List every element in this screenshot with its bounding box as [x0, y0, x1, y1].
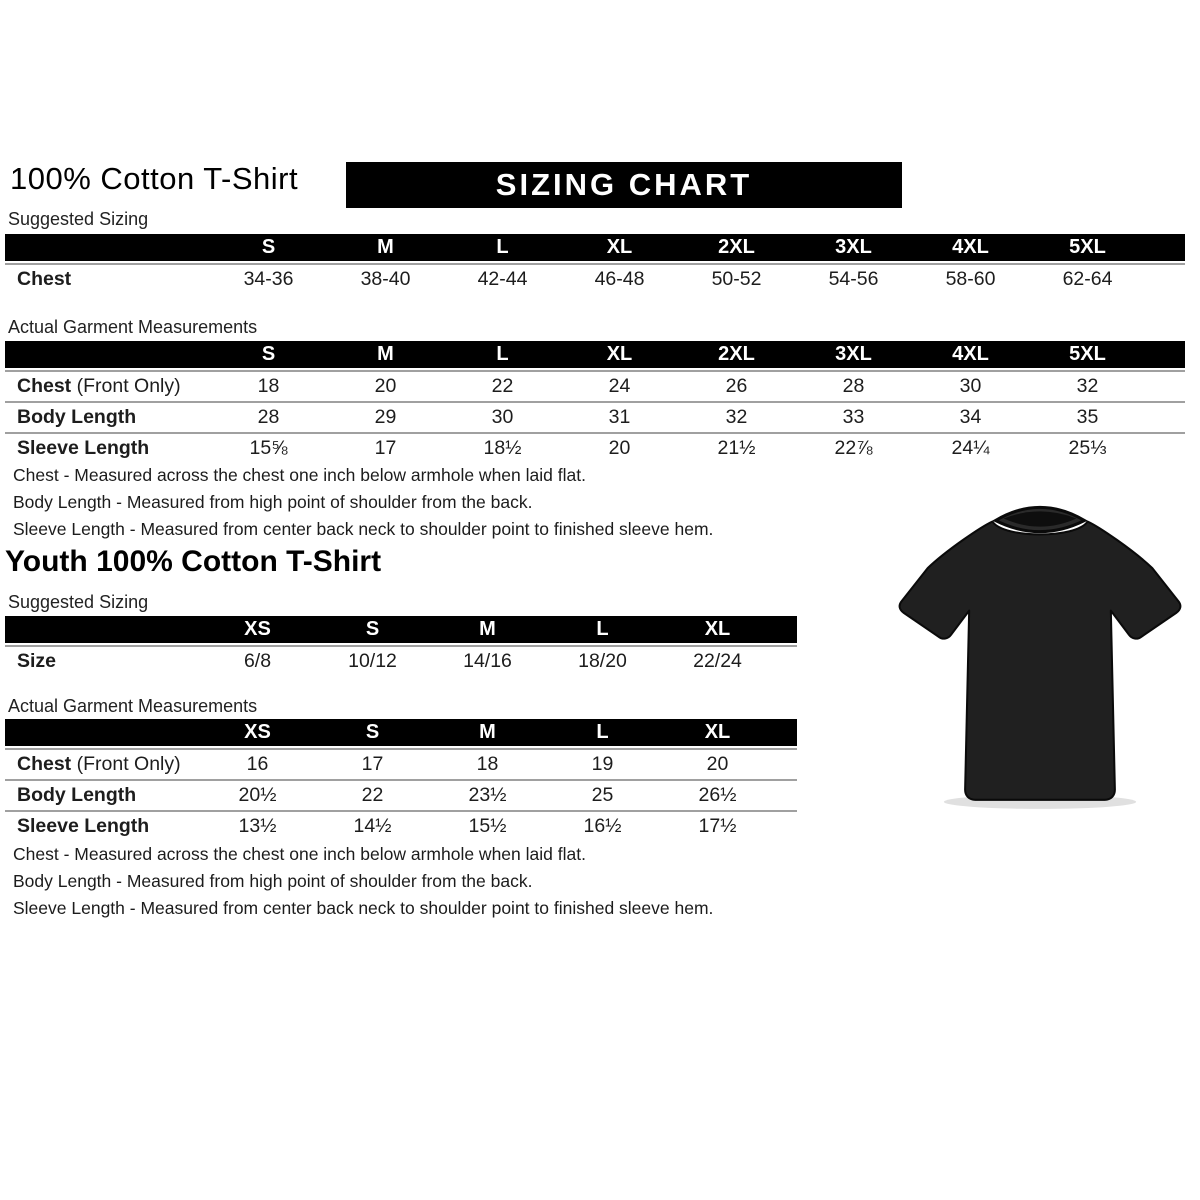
cell: 34 — [959, 406, 982, 428]
cell: 18 — [476, 753, 499, 775]
row-label: Sleeve Length — [17, 815, 150, 837]
sizing-chart-banner — [346, 162, 902, 208]
row-label: Sleeve Length — [17, 437, 150, 459]
cell: 28 — [842, 375, 865, 397]
cell: 25 — [591, 784, 614, 806]
cell: 10/12 — [348, 650, 397, 672]
size-header: S — [261, 236, 276, 258]
size-header: S — [261, 343, 276, 365]
table-row-body-length — [5, 403, 1185, 432]
table-row-chest — [5, 265, 1185, 294]
cell: 18 — [257, 375, 280, 397]
youth-suggested-header-row — [5, 616, 797, 643]
cell: 16½ — [583, 815, 622, 837]
size-header: M — [377, 236, 394, 258]
cell: 42-44 — [477, 268, 528, 290]
adult-suggested-sizing-label: Suggested Sizing — [8, 209, 149, 229]
cell: 19 — [591, 753, 614, 775]
adult-actual-measurements-label: Actual Garment Measurements — [8, 317, 258, 337]
size-header: XL — [606, 343, 633, 365]
cell: 32 — [725, 406, 748, 428]
size-header: L — [496, 343, 509, 365]
table-row-sleeve-length — [5, 812, 797, 841]
table-row-chest — [5, 372, 1185, 401]
cell: 16 — [246, 753, 269, 775]
banner-text: SIZING CHART — [495, 167, 753, 202]
cell: 24 — [608, 375, 631, 397]
size-header: XS — [244, 618, 271, 640]
adult-suggested-header-row — [5, 234, 1185, 261]
note-chest: Chest - Measured across the chest one inch below armhole when laid flat. — [13, 465, 586, 485]
cell: 20½ — [238, 784, 277, 806]
cell: 28 — [257, 406, 280, 428]
size-header: M — [377, 343, 394, 365]
cell: 6/8 — [243, 650, 272, 672]
size-header: 5XL — [1069, 343, 1106, 365]
cell: 18/20 — [578, 650, 627, 672]
size-header: XL — [704, 721, 731, 743]
note-chest: Chest - Measured across the chest one inch below armhole when laid flat. — [13, 844, 586, 864]
size-header: L — [496, 236, 509, 258]
tshirt-image — [888, 476, 1192, 816]
cell: 17 — [374, 437, 397, 459]
size-header: 3XL — [835, 236, 872, 258]
tshirt-icon — [888, 476, 1192, 816]
cell: 54-56 — [828, 268, 879, 290]
table-row-size — [5, 647, 797, 676]
adult-suggested-sizing-table — [5, 234, 1185, 294]
cell: 14/16 — [463, 650, 512, 672]
cell: 18½ — [483, 437, 522, 459]
page-title: 100% Cotton T-Shirt — [10, 161, 299, 196]
size-header: S — [365, 721, 380, 743]
cell: 23½ — [468, 784, 507, 806]
row-label: Chest — [17, 753, 72, 775]
cell: 30 — [959, 375, 982, 397]
cell: 58-60 — [945, 268, 996, 290]
cell: 34-36 — [243, 268, 294, 290]
cell: 50-52 — [711, 268, 762, 290]
cell: 15½ — [468, 815, 507, 837]
youth-suggested-sizing-label: Suggested Sizing — [8, 592, 149, 612]
size-header: XL — [704, 618, 731, 640]
cell: 26½ — [698, 784, 737, 806]
cell: 20 — [706, 753, 729, 775]
cell: 26 — [725, 375, 748, 397]
cell: 20 — [608, 437, 631, 459]
cell: 46-48 — [594, 268, 645, 290]
cell: 20 — [374, 375, 397, 397]
cell: 22/24 — [693, 650, 742, 672]
row-label: Chest — [17, 375, 72, 397]
size-header: 5XL — [1069, 236, 1106, 258]
row-label: Body Length — [17, 784, 137, 806]
table-row-sleeve-length — [5, 434, 1185, 463]
cell: 29 — [374, 406, 397, 428]
row-label-suffix: (Front Only) — [71, 753, 181, 775]
row-label: Body Length — [17, 406, 137, 428]
note-body-length: Body Length - Measured from high point of shoulder from the back. — [13, 871, 533, 891]
cell: 35 — [1076, 406, 1099, 428]
cell: 13½ — [238, 815, 277, 837]
row-label: Size — [17, 650, 57, 672]
cell: 15⅝ — [249, 437, 288, 459]
cell: 21½ — [717, 437, 756, 459]
youth-measurement-notes — [13, 841, 713, 922]
cell: 22⅞ — [834, 437, 873, 459]
size-header: M — [479, 721, 496, 743]
cell: 25⅓ — [1068, 437, 1107, 459]
note-sleeve-length: Sleeve Length - Measured from center back neck to shoulder point to finished sleeve hem. — [13, 519, 714, 539]
cell: 24¼ — [951, 437, 990, 459]
youth-actual-header-row — [5, 719, 797, 746]
cell: 32 — [1076, 375, 1099, 397]
table-row-chest — [5, 750, 797, 779]
size-header: XL — [606, 236, 633, 258]
cell: 30 — [491, 406, 514, 428]
cell: 62-64 — [1062, 268, 1113, 290]
adult-measurement-notes — [13, 462, 713, 543]
note-sleeve-length: Sleeve Length - Measured from center back neck to shoulder point to finished sleeve hem. — [13, 898, 714, 918]
youth-section-title: Youth 100% Cotton T-Shirt — [5, 545, 382, 578]
size-header: M — [479, 618, 496, 640]
adult-actual-header-row — [5, 341, 1185, 368]
table-row-body-length — [5, 781, 797, 810]
youth-actual-measurements-table — [5, 719, 797, 841]
youth-actual-measurements-label: Actual Garment Measurements — [8, 696, 258, 716]
row-label: Chest — [17, 268, 72, 290]
cell: 14½ — [353, 815, 392, 837]
cell: 31 — [608, 406, 631, 428]
size-header: L — [596, 721, 609, 743]
youth-suggested-sizing-table — [5, 616, 797, 676]
size-header: S — [365, 618, 380, 640]
size-header: 2XL — [718, 236, 755, 258]
size-header: 4XL — [952, 343, 989, 365]
size-header: XS — [244, 721, 271, 743]
cell: 22 — [361, 784, 384, 806]
cell: 33 — [842, 406, 865, 428]
cell: 22 — [491, 375, 514, 397]
size-header: L — [596, 618, 609, 640]
size-header: 3XL — [835, 343, 872, 365]
size-header: 4XL — [952, 236, 989, 258]
cell: 17 — [361, 753, 384, 775]
cell: 17½ — [698, 815, 737, 837]
adult-actual-measurements-table — [5, 341, 1185, 463]
size-header: 2XL — [718, 343, 755, 365]
cell: 38-40 — [360, 268, 411, 290]
row-label-suffix: (Front Only) — [71, 375, 181, 397]
note-body-length: Body Length - Measured from high point of shoulder from the back. — [13, 492, 533, 512]
